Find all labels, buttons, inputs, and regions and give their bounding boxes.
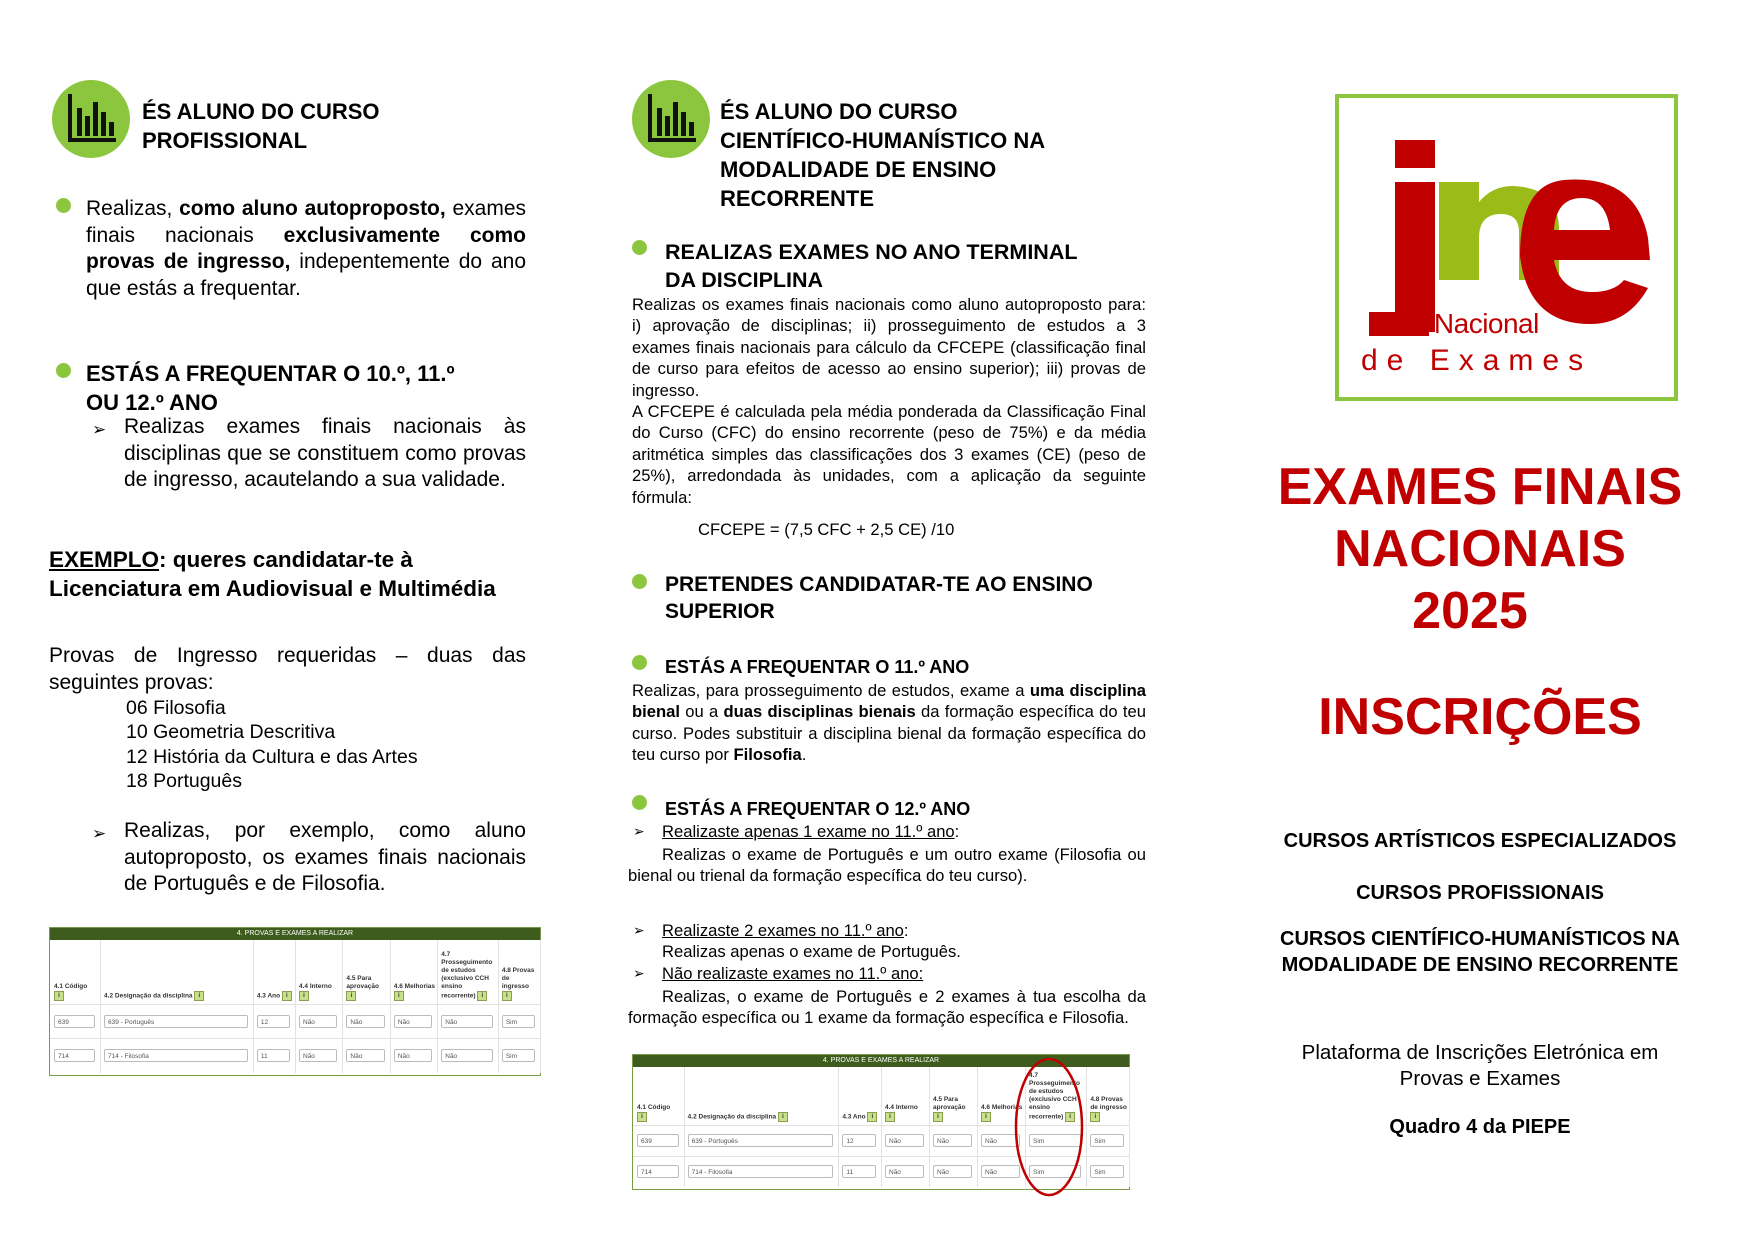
section-11-text: Realizas, para prosseguimento de estudos, exame a uma disciplina bienal ou a duas disciplinas bienais da formação específica do teu curso. Podes substituir a disciplina bienal da formação específica do teu curso por Filosofia.	[632, 681, 1146, 765]
form-column-header: 4.7 Prosseguimento de estudos (exclusivo CCH ensino recorrente) i	[1029, 1071, 1080, 1121]
option-select: Não	[981, 1134, 1020, 1147]
bar-chart-icon	[648, 94, 696, 142]
bullet-dot	[632, 574, 647, 589]
left-heading-line: ÉS ALUNO DO CURSO	[142, 99, 380, 124]
bullet-dot	[56, 363, 71, 378]
option-select: Sim	[1029, 1134, 1081, 1147]
form-column-header: 4.2 Designação da disciplina i	[104, 991, 251, 1001]
arrow-bullet-icon: ➢	[633, 823, 645, 839]
info-icon: i	[299, 991, 309, 1001]
info-icon: i	[933, 1112, 943, 1122]
info-icon: i	[981, 1112, 991, 1122]
code-field: 714	[637, 1165, 679, 1178]
arrow-bullet-icon: ➢	[633, 922, 645, 938]
arrow-bullet-icon: ➢	[633, 965, 645, 981]
platform-text: Plataforma de Inscrições Eletrónica em Provas e Exames	[1301, 1041, 1659, 1090]
code-field: 714	[54, 1049, 95, 1062]
provas-item: 06 Filosofia	[126, 697, 226, 719]
option-select: Não	[346, 1015, 384, 1028]
bullet-dot	[632, 795, 647, 810]
section-11-title: ESTÁS A FREQUENTAR O 11.º ANO	[665, 657, 970, 677]
option-select: 11	[257, 1049, 290, 1062]
form-section-header: 4. PROVAS E EXAMES A REALIZAR	[633, 1055, 1129, 1067]
option-select: Não	[394, 1049, 432, 1062]
info-icon: i	[778, 1112, 788, 1122]
case-2-text: Realizas apenas o exame de Português.	[662, 942, 961, 961]
option-select: Não	[441, 1015, 493, 1028]
option-select: Não	[299, 1049, 337, 1062]
main-title: EXAMES FINAIS NACIONAIS 2025	[1277, 458, 1683, 640]
case-3-title: Não realizaste exames no 11.º ano:	[662, 964, 924, 983]
form-column-header: 4.4 Interno i	[885, 1103, 918, 1120]
option-select: Não	[394, 1015, 432, 1028]
form-column-header: 4.8 Provas de ingresso i	[1090, 1095, 1127, 1120]
form-column-header: 4.6 Melhorias i	[981, 1103, 1023, 1120]
bullet-frequentar-text: Realizas exames finais nacionais às disciplinas que se constituem como provas de ingresso, acautelando a sua validade.	[124, 415, 526, 491]
case-1-title: Realizaste apenas 1 exame no 11.º ano:	[662, 822, 960, 841]
form-column-header: 4.3 Ano i	[842, 1112, 879, 1122]
form-column-header: 4.8 Provas de ingresso i	[501, 966, 535, 999]
chart-icon-badge	[632, 80, 710, 158]
arrow-bullet-icon: ➢	[92, 420, 107, 439]
form-column-header: 4.7 Prosseguimento de estudos (exclusivo CCH ensino recorrente) i	[441, 950, 493, 1000]
info-icon: i	[54, 991, 64, 1001]
bullet-dot	[632, 240, 647, 255]
provas-item: 10 Geometria Descritiva	[126, 721, 336, 744]
option-select: Sim	[502, 1049, 535, 1062]
arrow-bullet-icon: ➢	[92, 824, 107, 843]
info-icon: i	[885, 1112, 895, 1122]
bullet-autoproposto: Realizas, como aluno autoproposto, exames finais nacionais exclusivamente como provas de ingresso, indepentemente do ano que estás a frequentar.	[86, 197, 527, 300]
option-select: Não	[346, 1049, 384, 1062]
info-icon: i	[477, 991, 487, 1001]
option-select: Não	[441, 1049, 493, 1062]
option-select: Sim	[502, 1015, 535, 1028]
form-section-header: 4. PROVAS E EXAMES A REALIZAR	[50, 928, 540, 940]
provas-item: 12 História da Cultura e das Artes	[126, 745, 418, 768]
option-select: Sim	[1090, 1134, 1124, 1147]
option-select: Não	[981, 1165, 1020, 1178]
form-column-header: 4.2 Designação da disciplina i	[688, 1112, 837, 1122]
option-select: Não	[933, 1134, 972, 1147]
example-heading: EXEMPLO: queres candidatar-te à Licenciatura em Audiovisual e Multimédia	[49, 547, 496, 601]
subject-select: 714 - Filosofia	[688, 1165, 834, 1178]
section-terminal-title: REALIZAS EXAMES NO ANO TERMINAL DA DISCIPLINA	[665, 240, 1078, 292]
form-column-header: 4.1 Código i	[637, 1103, 671, 1120]
course-list	[1210, 828, 1750, 978]
info-icon: i	[867, 1112, 877, 1122]
left-heading-line: PROFISSIONAL	[142, 128, 308, 153]
highlight-ellipse	[1012, 1056, 1086, 1198]
option-select: Não	[885, 1134, 924, 1147]
form-column-header: 4.5 Para aprovação i	[346, 974, 379, 999]
section-terminal-text: Realizas os exames finais nacionais como aluno autoproposto para: i) aprovação de disciplinas; ii) prosseguimento de estudos a 3 exames finais nacionais para cálculo da CFCEPE (classificação final de curso para efeitos de acesso ao ensino superior); iii) provas de ingresso. A CFCEPE é calculada pela média ponderada da Classificação Final do Curso (CFC) do ensino recorrente (peso de 75%) e da média aritmética simples das classificações dos 3 exames (CE) (peso de 25%), arredondada às unidades, com a aplicação da seguinte fórmula:	[632, 295, 1146, 507]
subject-select: 714 - Filosofia	[104, 1049, 248, 1062]
bar-chart-icon	[68, 94, 116, 142]
case-1-text: Realizas o exame de Português e um outro exame (Filosofia ou bienal ou trienal da formação específica do teu curso).	[628, 845, 1146, 886]
middle-heading: ÉS ALUNO DO CURSO CIENTÍFICO-HUMANÍSTICO NA MODALIDADE DE ENSINO RECORRENTE	[720, 99, 1046, 211]
course-item: MODALIDADE DE ENSINO RECORRENTE	[1281, 954, 1679, 976]
subtitle-inscricoes: INSCRIÇÕES	[1318, 688, 1642, 746]
form-grid	[50, 940, 540, 1073]
form-column-header: 4.5 Para aprovação i	[933, 1095, 966, 1120]
subject-select: 639 - Português	[104, 1015, 248, 1028]
chart-icon-badge	[52, 80, 130, 158]
logo-line-1: úri Nacional	[1397, 308, 1539, 339]
info-icon: i	[394, 991, 404, 1001]
form-column-header: 4.4 Interno i	[299, 982, 332, 999]
provas-intro: Provas de Ingresso requeridas – duas das seguintes provas:	[49, 644, 526, 694]
form-row-divider	[50, 1004, 540, 1005]
code-field: 639	[637, 1134, 679, 1147]
option-select: Sim	[1029, 1165, 1081, 1178]
case-3-text: Realizas, o exame de Português e 2 exames à tua escolha da formação específica ou 1 exame da formação específica e Filosofia.	[628, 987, 1146, 1028]
left-heading	[142, 97, 492, 155]
info-icon: i	[346, 991, 356, 1001]
info-icon: i	[502, 991, 512, 1001]
example-result-text: Realizas, por exemplo, como aluno autoproposto, os exames finais nacionais de Português e de Filosofia.	[124, 819, 526, 895]
form-column-header: 4.1 Código i	[54, 982, 88, 999]
form-column-header: 4.3 Ano i	[257, 991, 293, 1001]
quadro-text: Quadro 4 da PIEPE	[1389, 1116, 1571, 1138]
form-row-divider	[50, 1038, 540, 1039]
form-column-header: 4.6 Melhorias i	[393, 982, 436, 999]
option-select: Não	[933, 1165, 972, 1178]
subject-select: 639 - Português	[688, 1134, 834, 1147]
course-item: CURSOS CIENTÍFICO-HUMANÍSTICOS NA	[1280, 928, 1680, 950]
jne-logo	[1335, 94, 1678, 401]
bullet-frequentar-title: ESTÁS A FREQUENTAR O 10.º, 11.º OU 12.º ANO	[86, 361, 455, 415]
provas-item: 18 Português	[126, 769, 243, 792]
bullet-dot	[56, 198, 71, 213]
option-select: Não	[885, 1165, 924, 1178]
info-icon: i	[194, 991, 204, 1001]
info-icon: i	[1065, 1112, 1075, 1122]
logo-line-2: de Exames	[1361, 344, 1593, 377]
info-icon: i	[282, 991, 292, 1001]
option-select: 12	[257, 1015, 290, 1028]
cfcepe-formula: CFCEPE = (7,5 CFC + 2,5 CE) /10	[698, 520, 955, 539]
info-icon: i	[637, 1112, 647, 1122]
option-select: 11	[842, 1165, 876, 1178]
info-icon: i	[1090, 1112, 1100, 1122]
option-select: 12	[842, 1134, 876, 1147]
course-item: CURSOS PROFISSIONAIS	[1356, 882, 1604, 904]
section-superior-title: PRETENDES CANDIDATAR-TE AO ENSINO SUPERIOR	[665, 573, 1093, 623]
code-field: 639	[54, 1015, 95, 1028]
provas-list	[126, 696, 418, 793]
exam-form-screenshot	[49, 927, 541, 1076]
section-12-title: ESTÁS A FREQUENTAR O 12.º ANO	[665, 799, 971, 819]
case-2-title: Realizaste 2 exames no 11.º ano:	[662, 921, 909, 940]
option-select: Sim	[1090, 1165, 1124, 1178]
course-item: CURSOS ARTÍSTICOS ESPECIALIZADOS	[1283, 830, 1677, 852]
option-select: Não	[299, 1015, 337, 1028]
bullet-dot	[632, 655, 647, 670]
